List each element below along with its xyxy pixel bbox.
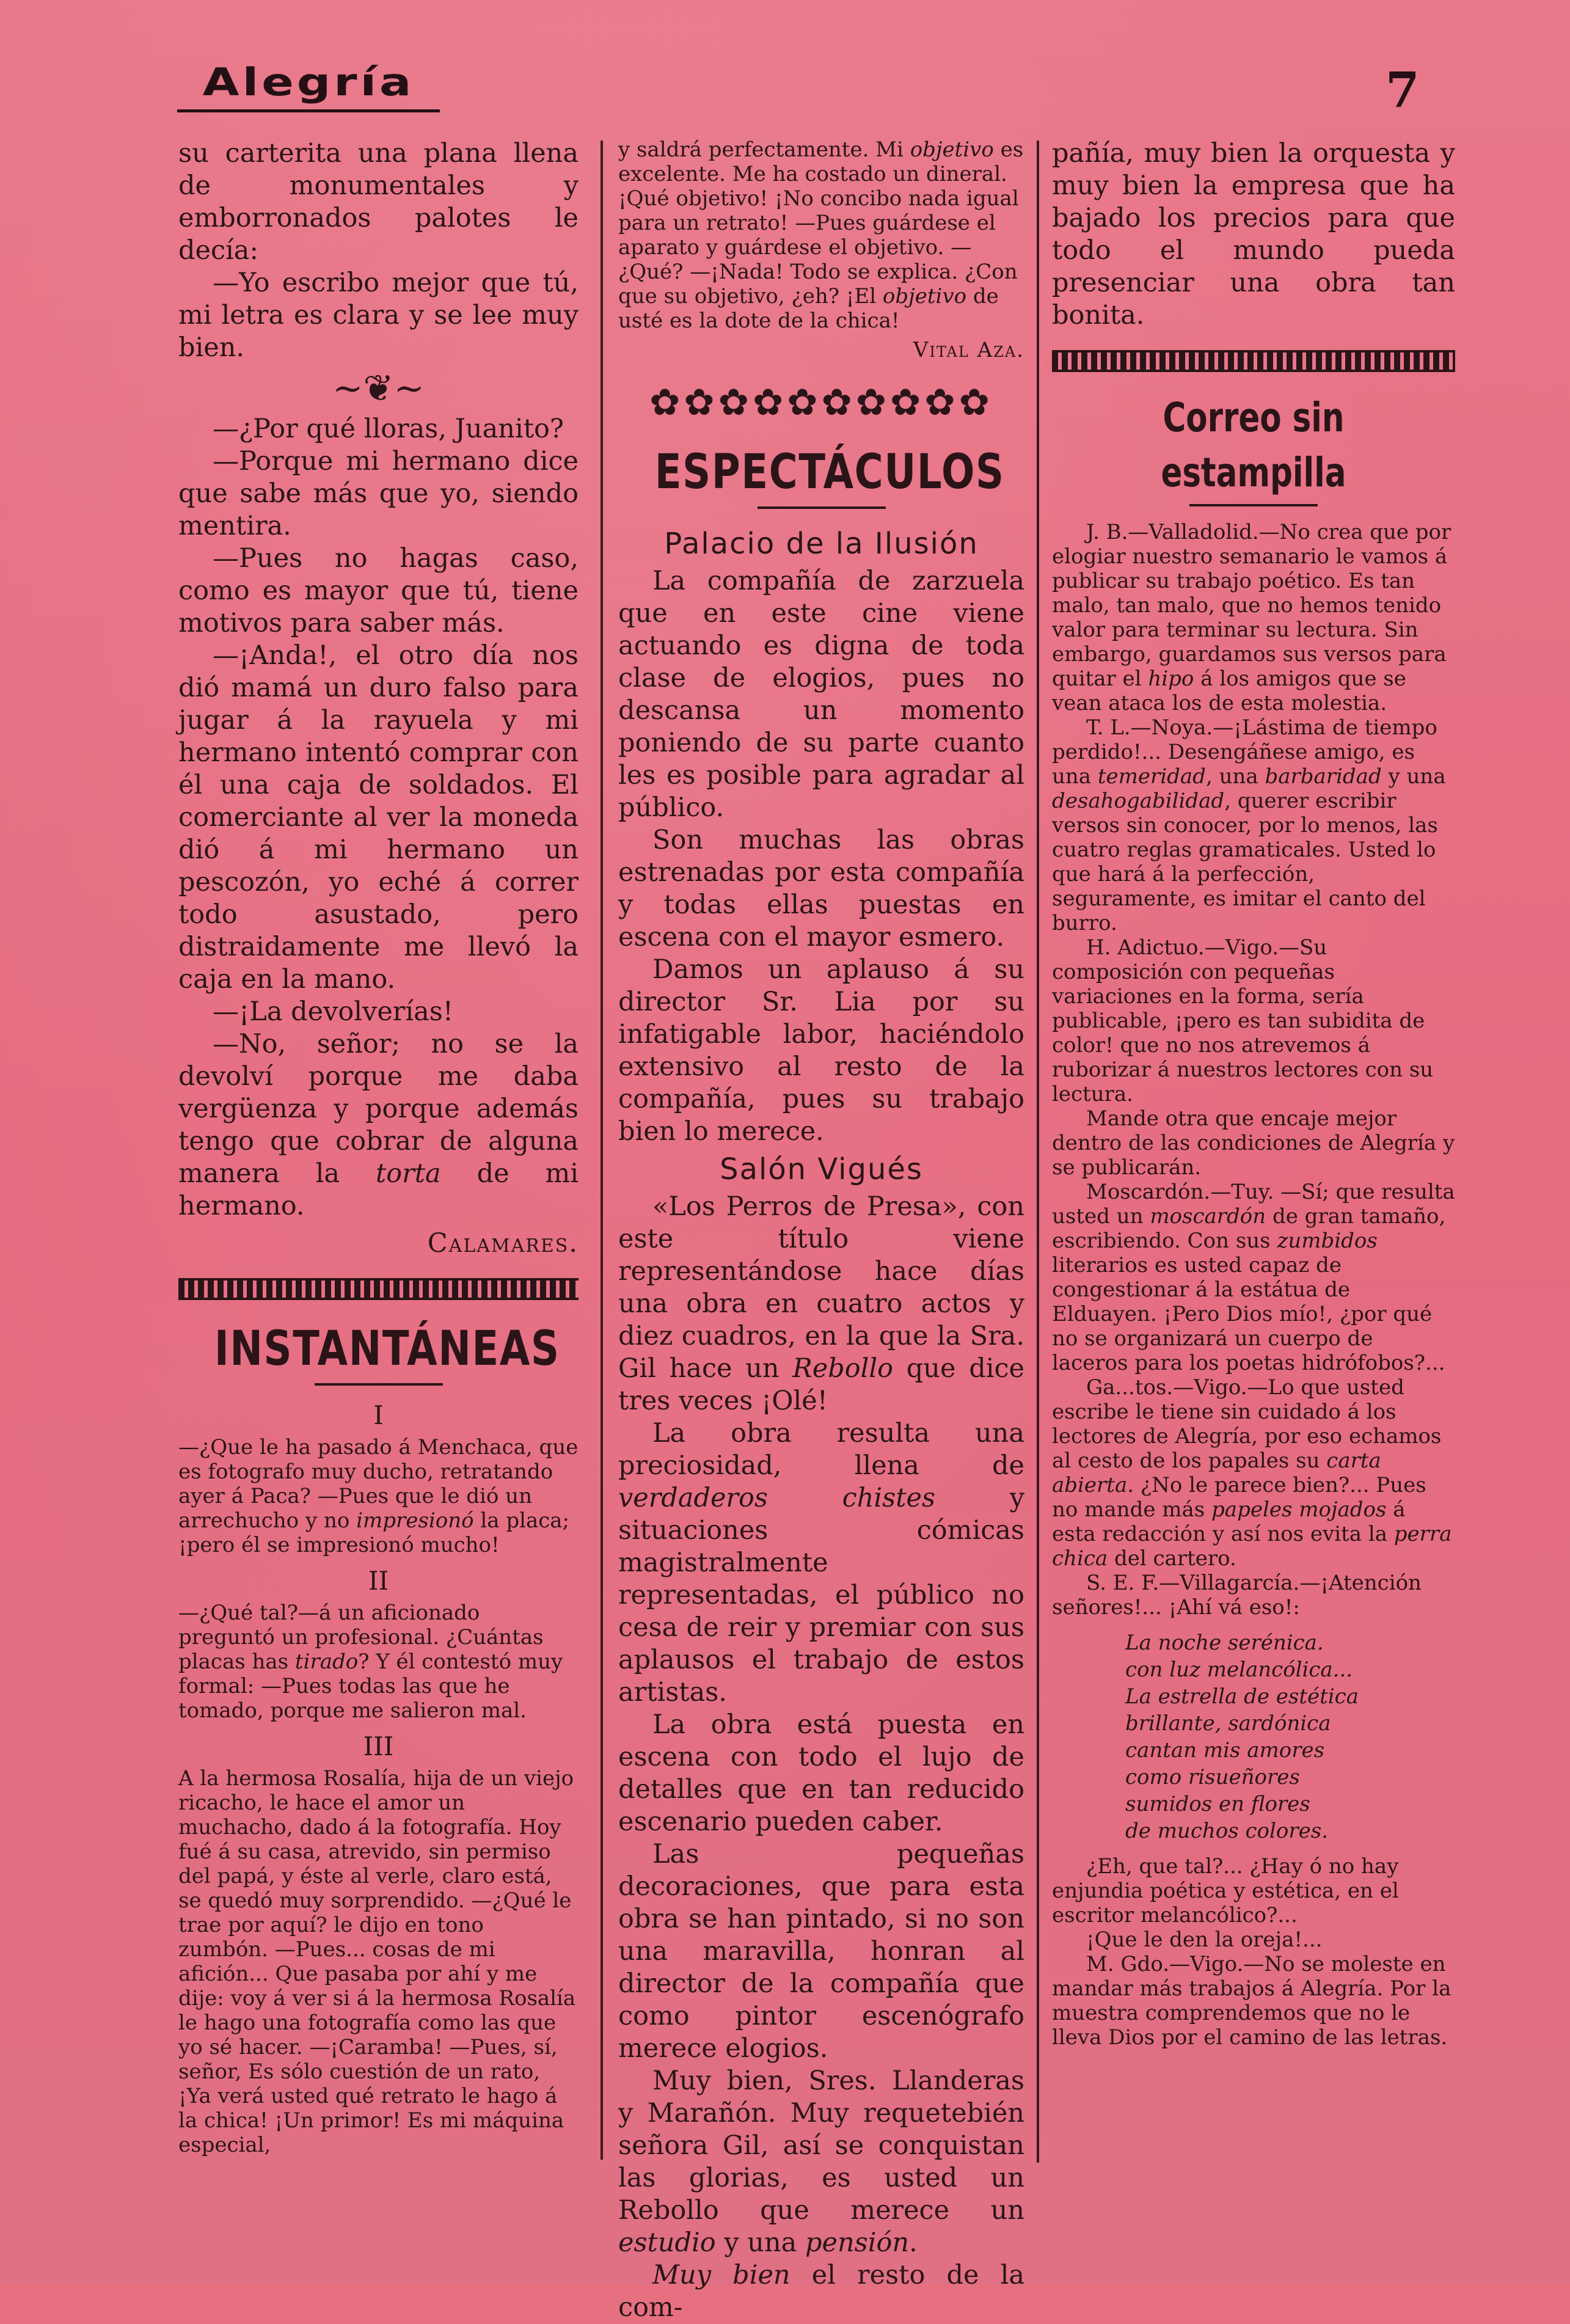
verse-block: y saldrá perfectamente. Mi objetivo es excelente. Me ha costado un dineral. ¡Qué objetivo! ¡No concibo nada igual para un retrato! —Pues guárdese el aparato y guárdese el objetivo. —¿Qué? —¡Nada! Todo se explica. ¿Con que su objetivo, ¿eh? ¡El objetivo de usté es la dote de la chica!: [618, 137, 1024, 333]
checker-border: [1052, 350, 1455, 372]
signature: Calamares.: [427, 1228, 579, 1259]
verse-number: I: [373, 1400, 384, 1430]
paragraph: La obra está puesta en escena con todo el lujo de detalles que en tan reducido escenario pueden caber.: [618, 1709, 1024, 1837]
paragraph: La obra resulta una preciosidad, llena de verdaderos chistes y situaciones cómicas magistralmente representadas, el público no cesa de reir y premiar con sus aplausos el trabajo de estos artistas.: [618, 1418, 1024, 1708]
verse-block: —¿Qué tal?—á un aficionado preguntó un profesional. ¿Cuántas placas has tirado? Y él contestó muy formal: —Pues todas las que he tomado, porque me salieron mal.: [178, 1601, 563, 1723]
section-title-correo: Correo sin estampilla: [1161, 394, 1346, 496]
paragraph: Las pequeñas decoraciones, que para esta obra se han pintado, si no son una maravilla, honran al director de la compañía que como pintor escenógrafo merece elogios.: [618, 1839, 1024, 2064]
paragraph: —Yo escribo mejor que tú, mi letra es clara y se lee muy bien.: [178, 268, 579, 363]
paragraph: La compañía de zarzuela que en este cine viene actuando es digna de toda clase de elogios, pues no descansa un momento poniendo de su parte cuanto les es posible para agradar al público.: [618, 566, 1024, 823]
column-2: [618, 137, 1024, 2324]
paragraph: —Pues no hagas caso, como es mayor que tú, tiene motivos para saber más.: [178, 543, 579, 638]
paragraph: —¡Anda!, el otro día nos dió mamá un duro falso para jugar á la rayuela y mi hermano intentó comprar con él una caja de soldados. El comerciante al ver la moneda dió á mi hermano un pescozón, yo eché á correr todo asustado, pero distraidamente me llevó la caja en la mano.: [178, 640, 579, 995]
paragraph: Son muchas las obras estrenadas por esta compañía y todas ellas puestas en escena con el mayor esmero.: [618, 825, 1024, 952]
column-3: [1052, 137, 1455, 2050]
verse-block: —¿Que le ha pasado á Menchaca, que es fotografo muy ducho, retratando ayer á Paca? —Pues que le dió un arrechucho y no impresionó la placa; ¡pero él se impresionó mucho!: [178, 1435, 579, 1557]
masthead: [177, 60, 440, 112]
subheading-salon: Salón Vigués: [720, 1152, 923, 1186]
paragraph: «Los Perros de Presa», con este título viene representándose hace días una obra en cuatro actos y diez cuadros, en la que la Sra. Gil hace un Rebollo que dice tres veces ¡Olé!: [618, 1191, 1025, 1416]
masthead-rule: [177, 109, 440, 112]
paragraph: —Porque mi hermano dice que sabe más que yo, siendo mentira.: [178, 446, 579, 541]
greek-key-border: [178, 1278, 579, 1300]
letters-block: J. B.—Valladolid.—No crea que por elogiar nuestro semanario le vamos á publicar su trabajo poético. Es tan malo, tan malo, que no hemos tenido valor para terminar su lectura. Sin embargo, guardamos sus versos para quitar el hipo á los amigos que se vean ataca los de esta molestia. T. L.—Noya.—¡Lástima de tiempo perdido!... Desengáñese amigo, es una temeridad, una barbaridad y una desahogabilidad, querer escribir versos sin conocer, por lo menos, las cuatro reglas gramaticales. Usted lo que hará á la perfección, seguramente, es imitar el canto del burro. H. Adictuo.—Vigo.—Su composición con pequeñas variaciones en la forma, sería publicable, ¡pero es tan subidita de color! que no nos atrevemos á ruborizar á nuestros lectores con su lectura. Mande otra que encaje mejor dentro de las condiciones de Alegría y se publicarán. Moscardón.—Tuy. —Sí; que resulta usted un moscardón de gran tamaño, escribiendo. Con sus zumbidos literarios es usted capaz de congestionar á la estátua de Elduayen. ¡Pero Dios mío!, ¿por qué no se organizará un cuerpo de laceros para los poetas hidrófobos?... Ga...tos.—Vigo.—Lo que usted escribe le tiene sin cuidado á los lectores de Alegría, por eso echamos al cesto de los papales su carta abierta. ¿No le parece bien?... Pues no mande más papeles mojados á esta redacción y así nos evita la perra chica del cartero. S. E. F.—Villagarcía.—¡Atención señores!... ¡Ahí vá eso!: La noche serénica. con luz melancólica... La estrella de estética brillante, sardónica cantan mis amores como risueñores sumidos en flores de muchos colores. ¿Eh, que tal?... ¿Hay ó no hay enjundia poética y estética, en el escritor melancólico?... ¡Que le den la oreja!... M. Gdo.—Vigo.—No se moleste en mandar más trabajos á Alegría. Por la muestra comprendemos que no le lleva Dios por el camino de las letras.: [1052, 520, 1455, 2050]
section-rule: [1189, 504, 1318, 506]
column-1: [178, 137, 579, 2157]
verse-number: III: [363, 1731, 394, 1761]
masthead-title: Alegría: [202, 60, 415, 104]
section-rule: [315, 1383, 443, 1386]
poem: La noche serénica. con luz melancólica... La estrella de estética brillante, sardónica cantan mis amores como risueñores sumidos en flores de muchos colores.: [1125, 1631, 1359, 1843]
paragraph: Muy bien, Sres. Llanderas y Marañón. Muy requetebién señora Gil, así se conquistan las glorias, es usted un Rebollo que merece un estudio y una pensión.: [618, 2066, 1024, 2258]
section-title-instantaneas: INSTANTÁNEAS: [214, 1321, 560, 1376]
palmette-ornament: ✿✿✿✿✿✿✿✿✿✿: [649, 381, 993, 424]
paragraph: —No, señor; no se la devolví porque me daba vergüenza y porque además tengo que cobrar de alguna manera la torta de mi hermano.: [178, 1029, 579, 1221]
signature: Vital Aza.: [913, 338, 1024, 362]
paragraph: Damos un aplauso á su director Sr. Lia por su infatigable labor, haciéndolo extensivo al resto de la compañía, pues su trabajo bien lo merece.: [618, 954, 1024, 1147]
column-divider-1: [601, 141, 603, 2160]
paragraph: —¿Por qué lloras, Juanito?: [213, 414, 564, 444]
paragraph: —¡La devolverías!: [213, 996, 454, 1027]
verse-block: A la hermosa Rosalía, hija de un viejo ricacho, le hace el amor un muchacho, dado á la fotografía. Hoy fué á su casa, atrevido, sin permiso del papá, y éste al verle, claro está, se quedó muy sorprendido. —¿Qué le trae por aquí? le dijo en tono zumbón. —Pues... cosas de mi afición... Que pasaba por ahí y me dije: voy á ver si á la hermosa Rosalía le hago una fotografía como las que yo sé hacer. —¡Caramba! —Pues, sí, señor, Es sólo cuestión de un rato, ¡Ya verá usted qué retrato le hago á la chica! ¡Un primor! Es mi máquina especial,: [178, 1766, 576, 2157]
ornament-flourish: ~❦~: [332, 367, 425, 410]
paragraph: su carterita una plana llena de monumentales y emborronados palotes le decía:: [178, 138, 579, 266]
page-number: 7: [1386, 61, 1420, 119]
column-divider-2: [1037, 141, 1039, 2163]
section-title-espectaculos: ESPECTÁCULOS: [654, 445, 1005, 500]
section-rule: [758, 506, 886, 509]
paragraph: pañía, muy bien la orquesta y muy bien la empresa que ha bajado los precios para que todo el mundo pueda presenciar una obra tan bonita.: [1052, 138, 1455, 331]
verse-number: II: [368, 1566, 389, 1596]
subheading-palacio: Palacio de la Ilusión: [664, 527, 979, 561]
paragraph: Muy bien el resto de la com-: [618, 2260, 1024, 2323]
